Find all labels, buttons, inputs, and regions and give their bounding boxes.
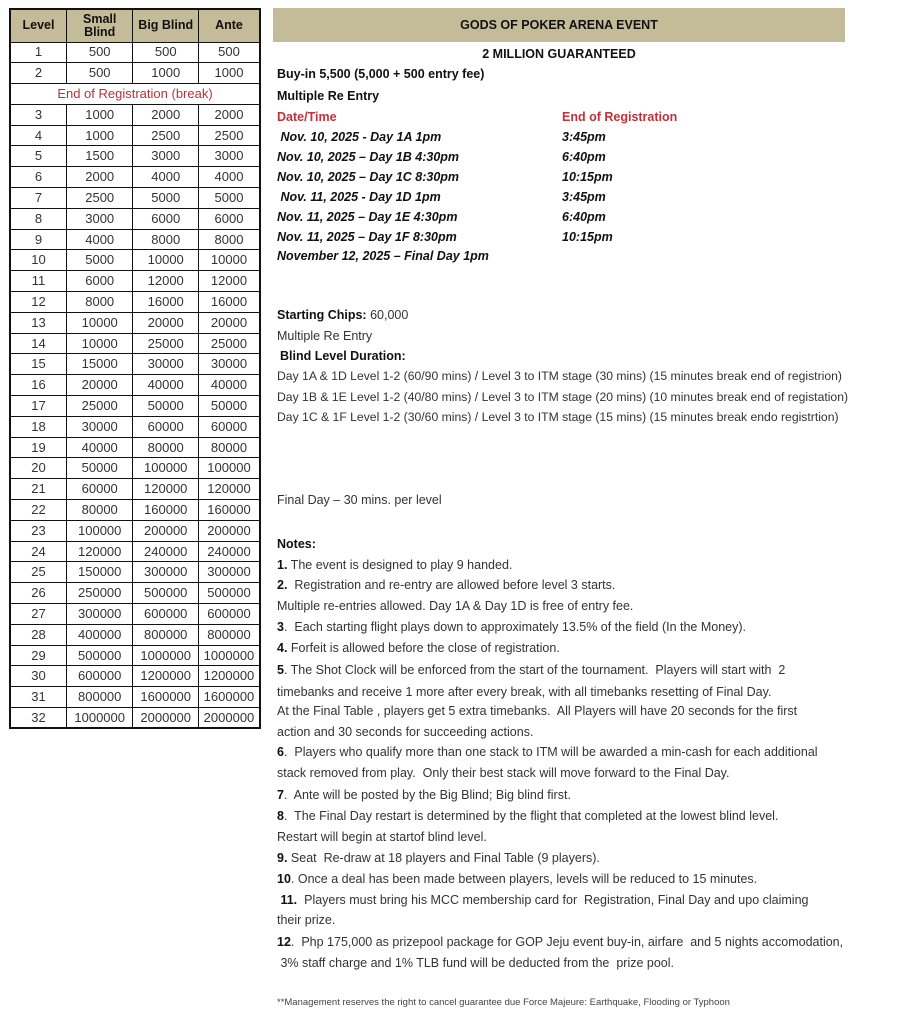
cell-ante: 240000 xyxy=(198,541,260,562)
cell-small-blind: 500 xyxy=(66,42,133,63)
table-row xyxy=(10,208,260,229)
cell-big-blind: 500 xyxy=(133,42,199,63)
note-number: 10 xyxy=(277,872,291,886)
table-row xyxy=(10,500,260,521)
multiple-reentry-heading: Multiple Re Entry xyxy=(277,89,380,103)
cell-level: 4 xyxy=(10,125,66,146)
cell-level: 32 xyxy=(10,708,66,729)
note-number: 11. xyxy=(277,893,298,907)
cell-ante: 1600000 xyxy=(198,687,260,708)
cell-ante: 1000 xyxy=(198,63,260,84)
event-title-bar xyxy=(273,8,845,42)
note-text: Forfeit is allowed before the close of registration. xyxy=(287,641,560,655)
cell-ante: 100000 xyxy=(198,458,260,479)
table-row xyxy=(10,645,260,666)
cell-big-blind: 8000 xyxy=(133,229,199,250)
schedule-end-registration: 3:45pm xyxy=(562,190,606,204)
note-text: Registration and re-entry are allowed before level 3 starts. xyxy=(287,578,616,592)
note-line xyxy=(277,558,512,572)
cell-big-blind: 12000 xyxy=(133,271,199,292)
table-row xyxy=(10,624,260,645)
final-day-duration: Final Day – 30 mins. per level xyxy=(277,493,442,507)
cell-level: 17 xyxy=(10,396,66,417)
note-line xyxy=(277,851,600,865)
cell-small-blind: 1000 xyxy=(66,125,133,146)
note-text: Seat Re-draw at 18 players and Final Table (9 players). xyxy=(287,851,600,865)
cell-level: 24 xyxy=(10,541,66,562)
schedule-date: Nov. 11, 2025 – Day 1F 8:30pm xyxy=(277,230,457,244)
cell-level: 12 xyxy=(10,292,66,313)
cell-small-blind: 40000 xyxy=(66,437,133,458)
cell-small-blind: 50000 xyxy=(66,458,133,479)
note-number: 9. xyxy=(277,851,288,865)
cell-small-blind: 1000000 xyxy=(66,708,133,729)
cell-ante: 500 xyxy=(198,42,260,63)
schedule-end-registration: 6:40pm xyxy=(562,150,606,164)
schedule-end-registration: 6:40pm xyxy=(562,210,606,224)
cell-big-blind: 60000 xyxy=(133,416,199,437)
note-text: Players must bring his MCC membership card for Registration, Final Day and upo claiming xyxy=(297,893,809,907)
table-row xyxy=(10,229,260,250)
cell-small-blind: 400000 xyxy=(66,624,133,645)
cell-level: 27 xyxy=(10,604,66,625)
cell-ante: 25000 xyxy=(198,333,260,354)
header-ante: Ante xyxy=(198,9,260,42)
note-text: . Php 175,000 as prizepool package for GOP Jeju event buy-in, airfare and 5 nights accomodation, xyxy=(290,935,844,949)
schedule-header-end-registration: End of Registration xyxy=(562,110,678,124)
note-line xyxy=(277,599,633,613)
schedule-date: Nov. 11, 2025 – Day 1E 4:30pm xyxy=(277,210,458,224)
table-row xyxy=(10,437,260,458)
starting-chips-value: 60,000 xyxy=(366,308,409,322)
note-line xyxy=(277,956,674,970)
cell-small-blind: 500 xyxy=(66,63,133,84)
table-row xyxy=(10,666,260,687)
cell-ante: 2000000 xyxy=(198,708,260,729)
schedule-end-registration: 10:15pm xyxy=(562,170,613,184)
cell-ante: 500000 xyxy=(198,583,260,604)
note-text: their prize. xyxy=(277,913,336,927)
cell-big-blind: 1000000 xyxy=(133,645,199,666)
cell-big-blind: 800000 xyxy=(133,624,199,645)
cell-level: 19 xyxy=(10,437,66,458)
note-text: action and 30 seconds for succeeding actions. xyxy=(277,725,534,739)
cell-big-blind: 5000 xyxy=(133,188,199,209)
guarantee-text: 2 MILLION GUARANTEED xyxy=(482,47,636,61)
note-line xyxy=(277,641,560,655)
cell-small-blind: 120000 xyxy=(66,541,133,562)
cell-ante: 20000 xyxy=(198,312,260,333)
cell-big-blind: 16000 xyxy=(133,292,199,313)
table-row xyxy=(10,250,260,271)
note-number: 2. xyxy=(277,578,288,592)
event-title: GODS OF POKER ARENA EVENT xyxy=(460,18,658,32)
table-row xyxy=(10,188,260,209)
note-text: Restart will begin at startof blind level. xyxy=(277,830,487,844)
cell-ante: 800000 xyxy=(198,624,260,645)
table-row xyxy=(10,562,260,583)
cell-big-blind: 80000 xyxy=(133,437,199,458)
cell-big-blind: 25000 xyxy=(133,333,199,354)
cell-big-blind: 50000 xyxy=(133,396,199,417)
cell-ante: 1000000 xyxy=(198,645,260,666)
cell-level: 30 xyxy=(10,666,66,687)
duration-line: Day 1A & 1D Level 1-2 (60/90 mins) / Level 3 to ITM stage (30 mins) (15 minutes break end of registrion) xyxy=(277,369,842,383)
cell-level: 22 xyxy=(10,500,66,521)
cell-small-blind: 20000 xyxy=(66,375,133,396)
cell-level: 18 xyxy=(10,416,66,437)
break-row xyxy=(10,84,260,105)
table-row xyxy=(10,458,260,479)
cell-big-blind: 100000 xyxy=(133,458,199,479)
table-row xyxy=(10,167,260,188)
cell-big-blind: 1200000 xyxy=(133,666,199,687)
cell-small-blind: 2000 xyxy=(66,167,133,188)
cell-level: 21 xyxy=(10,479,66,500)
cell-small-blind: 800000 xyxy=(66,687,133,708)
note-text: Multiple re-entries allowed. Day 1A & Day 1D is free of entry fee. xyxy=(277,599,634,613)
table-row xyxy=(10,312,260,333)
table-row xyxy=(10,63,260,84)
cell-big-blind: 300000 xyxy=(133,562,199,583)
cell-level: 10 xyxy=(10,250,66,271)
table-row xyxy=(10,479,260,500)
cell-ante: 200000 xyxy=(198,520,260,541)
cell-ante: 1200000 xyxy=(198,666,260,687)
table-row xyxy=(10,104,260,125)
note-line xyxy=(277,745,818,759)
note-text: The event is designed to play 9 handed. xyxy=(287,558,513,572)
cell-big-blind: 2000 xyxy=(133,104,199,125)
table-row xyxy=(10,396,260,417)
cell-ante: 600000 xyxy=(198,604,260,625)
cell-ante: 8000 xyxy=(198,229,260,250)
note-number: 12 xyxy=(277,935,291,949)
cell-small-blind: 150000 xyxy=(66,562,133,583)
cell-small-blind: 15000 xyxy=(66,354,133,375)
note-text: . The Shot Clock will be enforced from the start of the tournament. Players will start with 2 xyxy=(283,663,786,677)
cell-big-blind: 120000 xyxy=(133,479,199,500)
cell-level: 31 xyxy=(10,687,66,708)
blind-structure-table xyxy=(9,8,261,729)
table-row xyxy=(10,708,260,729)
cell-ante: 300000 xyxy=(198,562,260,583)
blind-level-duration-label: Blind Level Duration: xyxy=(280,349,406,363)
cell-level: 2 xyxy=(10,63,66,84)
cell-level: 9 xyxy=(10,229,66,250)
cell-ante: 60000 xyxy=(198,416,260,437)
cell-ante: 2500 xyxy=(198,125,260,146)
table-row xyxy=(10,271,260,292)
note-number: 8 xyxy=(277,809,284,823)
table-row xyxy=(10,146,260,167)
header-level: Level xyxy=(10,9,66,42)
header-big-blind: Big Blind xyxy=(133,9,199,42)
schedule-date: Nov. 10, 2025 – Day 1C 8:30pm xyxy=(277,170,460,184)
cell-level: 23 xyxy=(10,520,66,541)
note-line xyxy=(277,663,785,677)
cell-small-blind: 3000 xyxy=(66,208,133,229)
notes-label: Notes: xyxy=(277,537,316,551)
table-row xyxy=(10,354,260,375)
cell-big-blind: 10000 xyxy=(133,250,199,271)
buy-in-text: Buy-in 5,500 (5,000 + 500 entry fee) xyxy=(277,67,485,81)
note-text: . The Final Day restart is determined by the flight that completed at the lowest blind level. xyxy=(283,809,779,823)
cell-big-blind: 160000 xyxy=(133,500,199,521)
cell-level: 11 xyxy=(10,271,66,292)
note-line xyxy=(277,913,335,927)
schedule-date: Nov. 10, 2025 – Day 1B 4:30pm xyxy=(277,150,460,164)
cell-level: 15 xyxy=(10,354,66,375)
cell-ante: 12000 xyxy=(198,271,260,292)
cell-ante: 30000 xyxy=(198,354,260,375)
cell-big-blind: 1000 xyxy=(133,63,199,84)
note-number: 4. xyxy=(277,641,288,655)
cell-small-blind: 10000 xyxy=(66,333,133,354)
table-row xyxy=(10,125,260,146)
cell-big-blind: 6000 xyxy=(133,208,199,229)
schedule-date: Nov. 11, 2025 - Day 1D 1pm xyxy=(277,190,441,204)
cell-ante: 2000 xyxy=(198,104,260,125)
cell-big-blind: 40000 xyxy=(133,375,199,396)
cell-big-blind: 600000 xyxy=(133,604,199,625)
cell-level: 16 xyxy=(10,375,66,396)
schedule-date: Nov. 10, 2025 - Day 1A 1pm xyxy=(277,130,442,144)
cell-small-blind: 8000 xyxy=(66,292,133,313)
note-line xyxy=(277,620,746,634)
cell-small-blind: 4000 xyxy=(66,229,133,250)
cell-level: 20 xyxy=(10,458,66,479)
cell-small-blind: 300000 xyxy=(66,604,133,625)
table-row xyxy=(10,604,260,625)
table-row xyxy=(10,583,260,604)
note-line xyxy=(277,725,533,739)
starting-chips xyxy=(277,308,408,322)
note-text: 3% staff charge and 1% TLB fund will be deducted from the prize pool. xyxy=(277,956,674,970)
cell-level: 13 xyxy=(10,312,66,333)
cell-level: 26 xyxy=(10,583,66,604)
note-text: timebanks and receive 1 more after every break, with all timebanks resetting of Final Day. xyxy=(277,685,772,699)
note-text: . Each starting flight plays down to approximately 13.5% of the field (In the Money). xyxy=(283,620,747,634)
cell-level: 25 xyxy=(10,562,66,583)
cell-ante: 10000 xyxy=(198,250,260,271)
cell-ante: 40000 xyxy=(198,375,260,396)
table-row xyxy=(10,687,260,708)
cell-small-blind: 1000 xyxy=(66,104,133,125)
cell-small-blind: 60000 xyxy=(66,479,133,500)
cell-big-blind: 2000000 xyxy=(133,708,199,729)
cell-ante: 120000 xyxy=(198,479,260,500)
multiple-reentry-text: Multiple Re Entry xyxy=(277,329,373,343)
cell-big-blind: 20000 xyxy=(133,312,199,333)
note-line xyxy=(277,935,843,949)
cell-small-blind: 5000 xyxy=(66,250,133,271)
cell-small-blind: 6000 xyxy=(66,271,133,292)
cell-ante: 80000 xyxy=(198,437,260,458)
note-text: . Ante will be posted by the Big Blind; Big blind first. xyxy=(283,788,571,802)
table-row xyxy=(10,333,260,354)
note-line xyxy=(277,704,797,718)
schedule-end-registration: 10:15pm xyxy=(562,230,613,244)
note-text: . Players who qualify more than one stack to ITM will be awarded a min-cash for each additional xyxy=(283,745,818,759)
cell-ante: 5000 xyxy=(198,188,260,209)
cell-ante: 4000 xyxy=(198,167,260,188)
note-text: stack removed from play. Only their best stack will move forward to the Final Day. xyxy=(277,766,730,780)
table-row xyxy=(10,520,260,541)
cell-small-blind: 1500 xyxy=(66,146,133,167)
cell-big-blind: 240000 xyxy=(133,541,199,562)
cell-big-blind: 200000 xyxy=(133,520,199,541)
table-row xyxy=(10,42,260,63)
note-line xyxy=(277,766,729,780)
header-small-blind: Small Blind xyxy=(66,9,133,42)
cell-small-blind: 600000 xyxy=(66,666,133,687)
note-text: . Once a deal has been made between players, levels will be reduced to 15 minutes. xyxy=(290,872,758,886)
note-line xyxy=(277,893,808,907)
note-line xyxy=(277,788,571,802)
cell-ante: 6000 xyxy=(198,208,260,229)
cell-level: 6 xyxy=(10,167,66,188)
starting-chips-label: Starting Chips: xyxy=(277,308,367,322)
cell-ante: 16000 xyxy=(198,292,260,313)
table-header-row xyxy=(10,9,260,42)
note-number: 6 xyxy=(277,745,284,759)
note-number: 1. xyxy=(277,558,288,572)
cell-level: 28 xyxy=(10,624,66,645)
cell-small-blind: 100000 xyxy=(66,520,133,541)
schedule-end-registration: 3:45pm xyxy=(562,130,606,144)
note-line xyxy=(277,830,487,844)
cell-small-blind: 2500 xyxy=(66,188,133,209)
break-label: End of Registration (break) xyxy=(10,84,260,105)
cell-small-blind: 250000 xyxy=(66,583,133,604)
cell-level: 14 xyxy=(10,333,66,354)
footnote: **Management reserves the right to cancel guarantee due Force Majeure: Earthquake, Flooding or Typhoon xyxy=(277,997,730,1008)
table-row xyxy=(10,416,260,437)
note-number: 3 xyxy=(277,620,284,634)
cell-level: 1 xyxy=(10,42,66,63)
cell-small-blind: 10000 xyxy=(66,312,133,333)
cell-level: 3 xyxy=(10,104,66,125)
cell-big-blind: 500000 xyxy=(133,583,199,604)
cell-level: 7 xyxy=(10,188,66,209)
cell-level: 5 xyxy=(10,146,66,167)
cell-small-blind: 80000 xyxy=(66,500,133,521)
final-day-schedule: November 12, 2025 – Final Day 1pm xyxy=(277,249,489,263)
cell-big-blind: 3000 xyxy=(133,146,199,167)
duration-line: Day 1C & 1F Level 1-2 (30/60 mins) / Level 3 to ITM stage (15 mins) (15 minutes break endo registrtion) xyxy=(277,410,839,424)
cell-ante: 3000 xyxy=(198,146,260,167)
cell-level: 29 xyxy=(10,645,66,666)
cell-level: 8 xyxy=(10,208,66,229)
note-number: 5 xyxy=(277,663,284,677)
table-row xyxy=(10,375,260,396)
cell-ante: 50000 xyxy=(198,396,260,417)
duration-line: Day 1B & 1E Level 1-2 (40/80 mins) / Level 3 to ITM stage (20 mins) (10 minutes break end of registation) xyxy=(277,389,849,404)
cell-small-blind: 500000 xyxy=(66,645,133,666)
cell-big-blind: 4000 xyxy=(133,167,199,188)
schedule-header-date: Date/Time xyxy=(277,110,337,124)
note-line xyxy=(277,685,771,699)
cell-big-blind: 1600000 xyxy=(133,687,199,708)
table-row xyxy=(10,292,260,313)
cell-big-blind: 2500 xyxy=(133,125,199,146)
note-text: At the Final Table , players get 5 extra timebanks. All Players will have 20 seconds for the first xyxy=(277,704,798,718)
note-number: 7 xyxy=(277,788,284,802)
note-line xyxy=(277,809,778,823)
cell-big-blind: 30000 xyxy=(133,354,199,375)
note-line xyxy=(277,872,757,886)
cell-small-blind: 30000 xyxy=(66,416,133,437)
cell-ante: 160000 xyxy=(198,500,260,521)
table-row xyxy=(10,541,260,562)
cell-small-blind: 25000 xyxy=(66,396,133,417)
note-line xyxy=(277,578,615,592)
